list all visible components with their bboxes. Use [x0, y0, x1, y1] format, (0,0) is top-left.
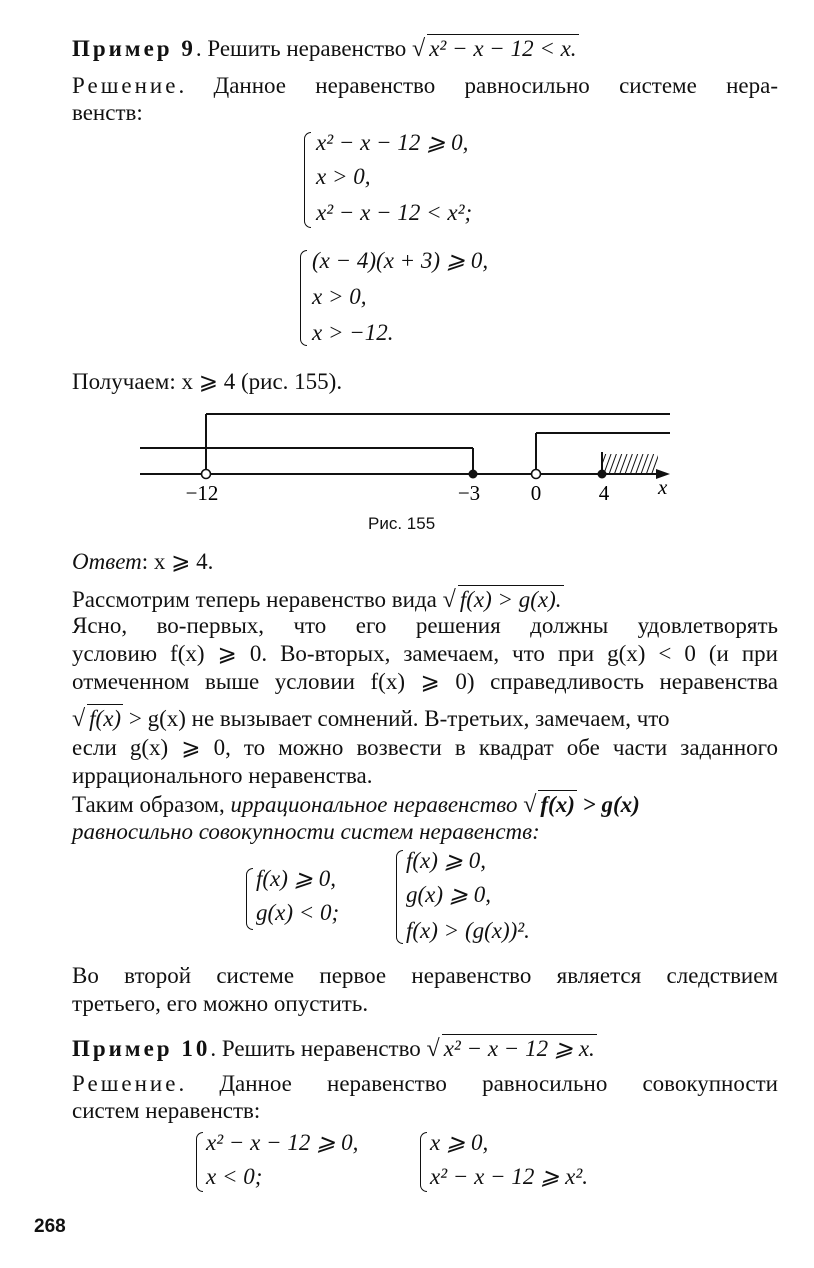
systemB-row: f(x) ⩾ 0,	[406, 848, 486, 873]
p1-text: Рассмотрим теперь неравенство вида	[72, 587, 437, 612]
systemB-row: x² − x − 12 ⩾ x².	[430, 1164, 588, 1189]
p1-inequality: f(x) > g(x).	[459, 587, 562, 612]
paragraph2-line1: Ясно, во-первых, что его решения должны удовлетворять	[72, 613, 778, 638]
example9-heading: Пример 9. Решить неравенство √ x² − x − 12 < x.	[72, 36, 577, 62]
system1-row: x² − x − 12 < x²;	[316, 200, 473, 225]
brace	[246, 868, 253, 930]
solution-text: . Данное неравенство равносильно совокупности	[178, 1071, 778, 1096]
system2-row: x > −12.	[312, 320, 394, 345]
systemA-row: f(x) ⩾ 0,	[256, 866, 336, 891]
p3-text: Таким образом,	[72, 792, 225, 817]
system2-row: x > 0,	[312, 284, 367, 309]
open-point	[202, 470, 211, 479]
example9-solution-line1	[72, 72, 778, 100]
example9-inequality: x² − x − 12 < x.	[429, 36, 577, 61]
example10-heading: Пример 10. Решить неравенство √ x² − x − 12 ⩾ x.	[72, 1036, 595, 1062]
brace	[196, 1132, 203, 1192]
closed-point	[469, 470, 478, 479]
example9-result: Получаем: x ⩾ 4 (рис. 155).	[72, 369, 343, 394]
tick-label: −3	[457, 481, 481, 505]
closed-point	[598, 470, 607, 479]
paragraph2-line4: √ f(x) > g(x) не вызывает сомнений. В-третьих, замечаем, что	[72, 706, 670, 732]
paragraph1: Рассмотрим теперь неравенство вида √ f(x) > g(x).	[72, 587, 562, 613]
system1-row: x > 0,	[316, 164, 371, 189]
answer-value: : x ⩾ 4.	[141, 549, 214, 574]
system2-row: (x − 4)(x + 3) ⩾ 0,	[312, 248, 489, 273]
example9-label: Пример 9	[72, 36, 196, 61]
example10-solution-line2: систем неравенств:	[72, 1098, 261, 1123]
systemA-row: x² − x − 12 ⩾ 0,	[206, 1130, 359, 1155]
tick-label: −12	[185, 481, 219, 505]
solution-label: Решение	[72, 73, 179, 98]
systemB-row: f(x) > (g(x))².	[406, 918, 530, 943]
answer-label: Ответ	[72, 549, 142, 574]
example9-solution-line2: венств:	[72, 100, 143, 125]
p3-gx: > g(x)	[582, 792, 640, 817]
figure-caption: Рис. 155	[368, 514, 436, 533]
solution-text: . Данное неравенство равносильно системе нера-	[178, 73, 778, 98]
number-line-figure	[130, 400, 690, 510]
open-point	[532, 470, 541, 479]
brace	[420, 1132, 427, 1192]
systemB-row: x ⩾ 0,	[430, 1130, 489, 1155]
tick-label: 0	[530, 481, 542, 505]
brace	[300, 250, 307, 346]
paragraph2-line2: условию f(x) ⩾ 0. Во-вторых, замечаем, что при g(x) < 0 (и при	[72, 641, 778, 666]
example9-task: . Решить неравенство	[195, 36, 407, 61]
paragraph2-line3: отмеченном выше условии f(x) ⩾ 0) справедливость неравенства	[72, 669, 778, 694]
brace	[396, 850, 403, 944]
page-number: 268	[34, 1216, 66, 1237]
system1-row: x² − x − 12 ⩾ 0,	[316, 130, 469, 155]
example10-label: Пример 10	[72, 1036, 211, 1061]
sqrt-fx-bold: f(x)	[540, 792, 575, 817]
example10-solution-line1	[72, 1070, 778, 1098]
brace	[304, 132, 311, 228]
solution-hatch	[602, 454, 658, 474]
paragraph4-line1: Во второй системе первое неравенство является следствием	[72, 963, 778, 988]
example10-inequality: x² − x − 12 ⩾ x.	[443, 1036, 595, 1061]
systemB-row: g(x) ⩾ 0,	[406, 882, 492, 907]
example10-task: . Решить неравенство	[210, 1036, 421, 1061]
paragraph4-line2: третьего, его можно опустить.	[72, 991, 369, 1016]
paragraph2-line6: иррационального неравенства.	[72, 763, 373, 788]
p2-line4-text: > g(x) не вызывает сомнений. В-третьих, замечаем, что	[128, 706, 670, 731]
paragraph3-line2: равносильно совокупности систем неравенств:	[72, 819, 540, 844]
paragraph3-line1: Таким образом, иррациональное неравенство √ f(x) > g(x)	[72, 792, 640, 818]
tick-label: 4	[598, 481, 610, 505]
axis-var-label: x	[658, 475, 668, 499]
sqrt-fx: f(x)	[89, 706, 122, 731]
solution-label: Решение	[72, 1071, 179, 1096]
example9-answer	[72, 548, 213, 576]
systemA-row: g(x) < 0;	[256, 900, 340, 925]
paragraph2-line5: если g(x) ⩾ 0, то можно возвести в квадрат обе части заданного	[72, 735, 778, 760]
p3-italic: иррациональное неравенство	[230, 792, 518, 817]
systemA-row: x < 0;	[206, 1164, 263, 1189]
